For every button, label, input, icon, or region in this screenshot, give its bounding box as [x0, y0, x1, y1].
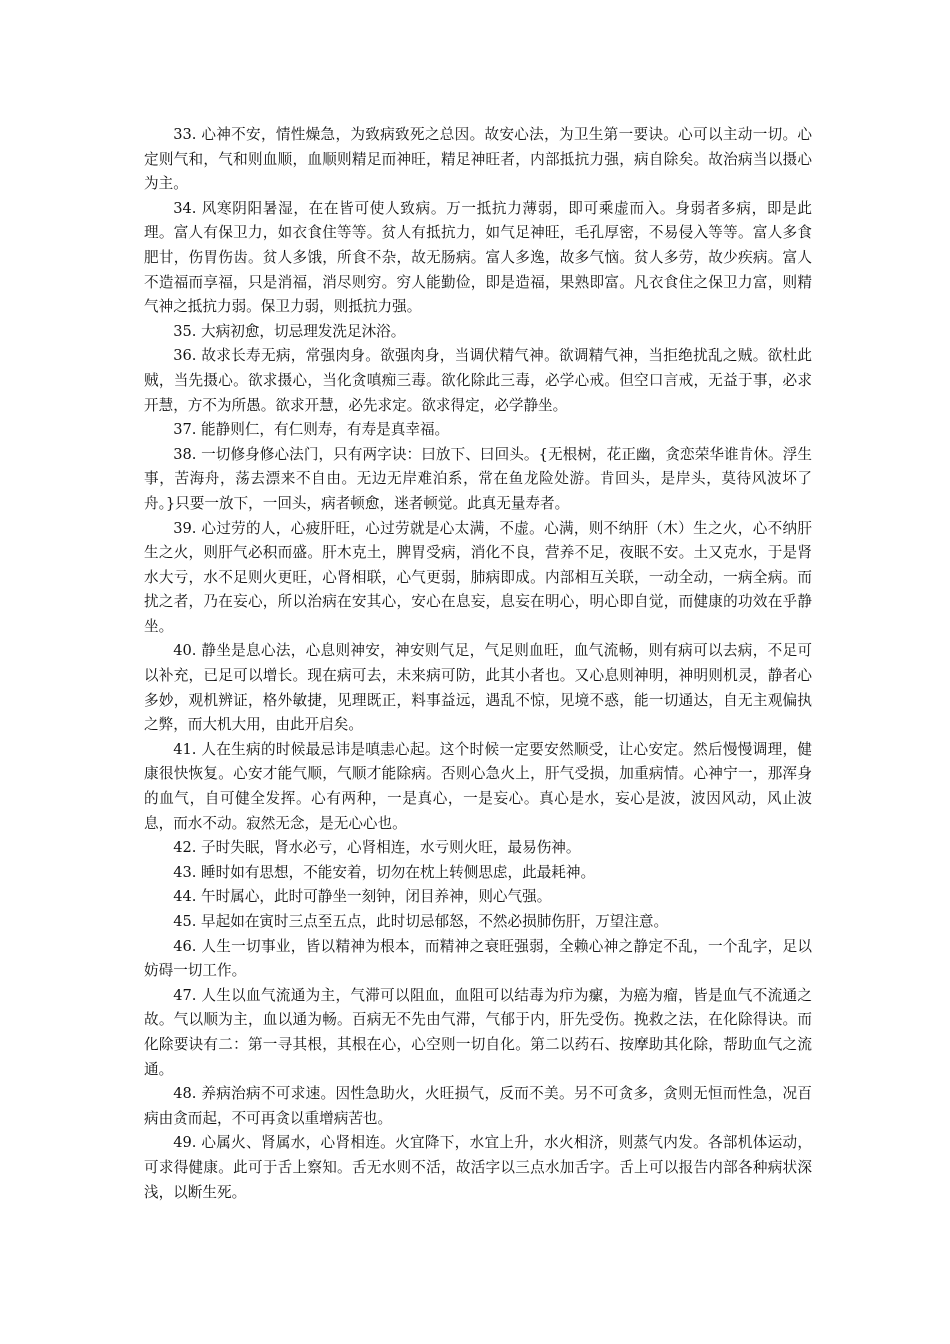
document-page: [144, 123, 812, 1205]
paragraph-33: 33. 心神不安，情性燥急，为致病致死之总因。故安心法，为卫生第一要诀。心可以主动一切。心定则气和，气和则血顺，血顺则精足而神旺，精足神旺者，内部抵抗力强，病自除矣。故治病当以摄心为主。: [144, 126, 812, 193]
paragraph-46: 46. 人生一切事业，皆以精神为根本，而精神之衰旺强弱，全赖心神之静定不乱，一个乱字，足以妨碍一切工作。: [144, 937, 812, 980]
paragraph-35: 35. 大病初愈，切忌理发洗足沐浴。: [173, 322, 406, 340]
paragraph-39: 39. 心过劳的人，心疲肝旺，心过劳就是心太满，不虚。心满，则不纳肝（木）生之火，心不纳肝生之火，则肝气必积而盛。肝木克土，脾胃受病，消化不良，营养不足，夜眠不安。土又克水，于是肾水大亏，水不足则火更旺，心肾相联，心气更弱，肺病即成。内部相互关联，一动全动，一病全病。而扰之者，乃在妄心，所以治病在安其心，安心在息妄，息妄在明心，明心即自觉，而健康的功效在乎静坐。: [144, 519, 812, 635]
paragraph-48: 48. 养病治病不可求速。因性急助火，火旺损气，反而不美。另不可贪多，贪则无恒而性急，况百病由贪而起，不可再贪以重增病苦也。: [144, 1085, 812, 1127]
paragraph-45: 45. 早起如在寅时三点至五点，此时切忌郁怒，不然必损肺伤肝，万望注意。: [173, 913, 669, 930]
paragraph-44: 44. 午时属心，此时可静坐一刻钟，闭目养神，则心气强。: [173, 888, 552, 906]
paragraph-42: 42. 子时失眠，肾水必亏，心肾相连，水亏则火旺，最易伤神。: [173, 839, 581, 857]
paragraph-41: 41. 人在生病的时候最忌讳是嗔恚心起。这个时候一定要安然顺受，让心安定。然后慢慢调理，健康很快恢复。心安才能气顺，气顺才能除病。否则心急火上，肝气受损，加重病情。心神宁一，那浑身的血气，自可健全发挥。心有两种，一是真心，一是妄心。真心是水，妄心是波，波因风动，风止波息，而水不动。寂然无念，是无心心也。: [144, 740, 812, 832]
paragraph-47: 47. 人生以血气流通为主，气滞可以阻血，血阻可以结毒为疖为瘰，为癌为瘤，皆是血气不流通之故。气以顺为主，血以通为畅。百病无不先由气滞，气郁于内，肝先受伤。挽救之法，在化除得诀。而化除要诀有二：第一寻其根，其根在心，心空则一切自化。第二以药石、按摩助其化除，帮助血气之流通。: [144, 986, 812, 1078]
paragraph-37: 37. 能静则仁，有仁则寿，有寿是真幸福。: [173, 421, 450, 439]
paragraph-43: 43. 睡时如有思想，不能安着，切勿在枕上转侧思虑，此最耗神。: [173, 863, 596, 881]
paragraph-40: 40. 静坐是息心法，心息则神安，神安则气足，气足则血旺，血气流畅，则有病可以去病，不足可以补充，已足可以增长。现在病可去，未来病可防，此其小者也。又心息则神明，神明则机灵，静者心多妙，观机辨证，格外敏捷，见理既正，料事益远，遇乱不惊，见境不惑，能一切通达，自无主观偏执之弊，而大机大用，由此开启矣。: [144, 642, 812, 734]
paragraph-49: 49. 心属火、肾属水，心肾相连。火宜降下，水宜上升，水火相济，则蒸气内发。各部机体运动，可求得健康。此可于舌上察知。舌无水则不活，故活字以三点水加舌字。舌上可以报告内部各种病状深浅，以断生死。: [144, 1134, 812, 1201]
paragraph-34: 34. 风寒阴阳暑湿，在在皆可使人致病。万一抵抗力薄弱，即可乘虚而入。身弱者多病，即是此理。富人有保卫力，如衣食住等等。贫人有抵抗力，如气足神旺，毛孔厚密，不易侵入等等。富人多食肥甘，伤胃伤齿。贫人多饿，所食不杂，故无肠病。富人多逸，故多气恼。贫人多劳，故少疾病。富人不造福而享福，只是消福，消尽则穷。穷人能勤俭，即是造福，果熟即富。凡衣食住之保卫力富，则精气神之抵抗力弱。保卫力弱，则抵抗力强。: [144, 199, 812, 316]
paragraph-36: 36. 故求长寿无病，常强肉身。欲强肉身，当调伏精气神。欲调精气神，当拒绝扰乱之贼。欲杜此贼，当先摄心。欲求摄心，当化贪嗔痴三毒。欲化除此三毒，必学心戒。但空口言戒，无益于事，必求开慧，方不为所愚。欲求开慧，必先求定。欲求得定，必学静坐。: [144, 347, 812, 414]
paragraph-38: 38. 一切修身修心法门，只有两字诀：曰放下、曰回头。{无根树，花正幽，贪恋荣华谁肯休。浮生事，苦海舟，荡去漂来不自由。无边无岸难泊系，常在鱼龙险处游。肯回头，是岸头，莫待风波坏了舟。}只要一放下，一回头，病者顿愈，迷者顿觉。此真无量寿者。: [144, 445, 812, 512]
